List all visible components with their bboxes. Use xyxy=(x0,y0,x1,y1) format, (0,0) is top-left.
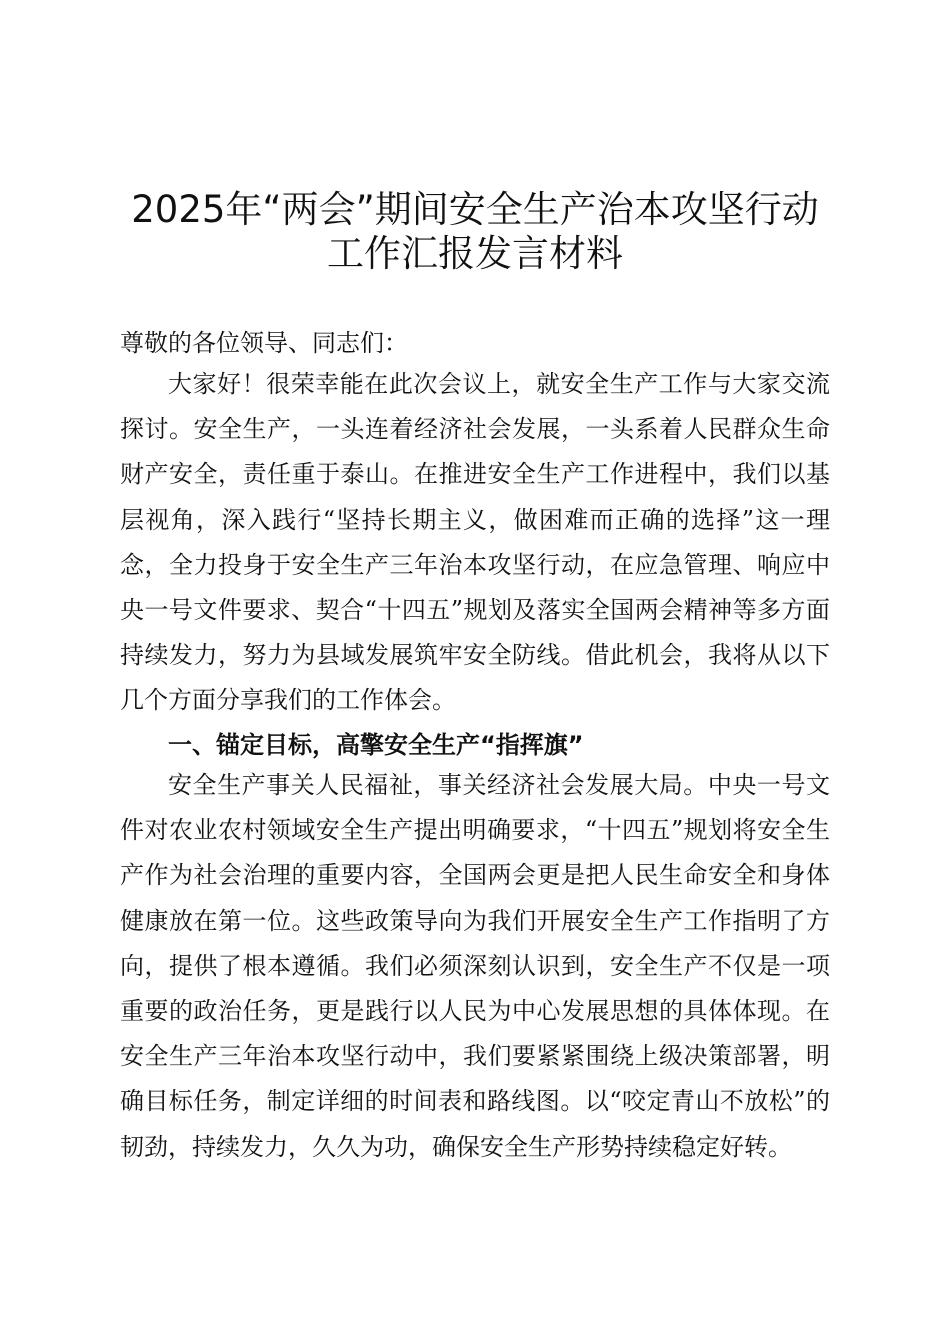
paragraph-section-1: 安全生产事关人民福祉，事关经济社会发展大局。中央一号文件对农业农村领域安全生产提出明确要求，“十四五”规划将安全生产作为社会治理的重要内容，全国两会更是把人民生命安全和身体健康放在第一位。这些政策导向为我们开展安全生产工作指明了方向，提供了根本遵循。我们必须深刻认识到，安全生产不仅是一项重要的政治任务，更是践行以人民为中心发展思想的具体体现。在安全生产三年治本攻坚行动中，我们要紧紧围绕上级决策部署，明确目标任务，制定详细的时间表和路线图。以“咬定青山不放松”的韧劲，持续发力，久久为功，确保安全生产形势持续稳定好转。 xyxy=(120,771,830,1161)
salutation: 尊敬的各位领导、同志们： xyxy=(120,329,408,357)
paragraph-opening: 大家好！很荣幸能在此次会议上，就安全生产工作与大家交流探讨。安全生产，一头连着经济社会发展，一头系着人民群众生命财产安全，责任重于泰山。在推进安全生产工作进程中，我们以基层视角，深入践行“坚持长期主义，做困难而正确的选择”这一理念，全力投身于安全生产三年治本攻坚行动，在应急管理、响应中央一号文件要求、契合“十四五”规划及落实全国两会精神等多方面持续发力，努力为县域发展筑牢安全防线。借此机会，我将从以下几个方面分享我们的工作体会。 xyxy=(120,370,830,715)
section-heading-1: 一、锚定目标，高擎安全生产“指挥旗” xyxy=(168,731,584,759)
document-title-line-2: 工作汇报发言材料 xyxy=(327,232,623,275)
document-title-line-1: 2025年“两会”期间安全生产治本攻坚行动 xyxy=(131,188,819,231)
